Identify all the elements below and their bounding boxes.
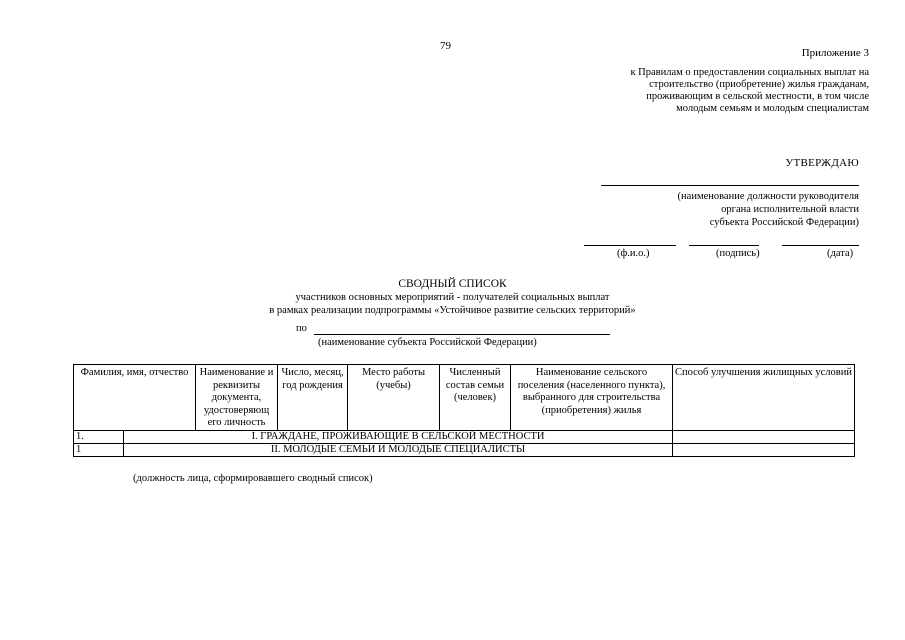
region-line xyxy=(314,334,610,335)
page-number: 79 xyxy=(440,40,451,52)
col-header-settlement: Наименование сельского поселения (населенного пункта), выбранного для строительства (приобретения) жилья xyxy=(511,365,673,431)
document-title: СВОДНЫЙ СПИСОК xyxy=(398,278,507,290)
col-header-family-size: Численный состав семьи (человек) xyxy=(440,365,511,431)
authority-line: (наименование должности руководителя xyxy=(677,191,859,202)
approve-heading: УТВЕРЖДАЮ xyxy=(785,157,859,169)
po-label: по xyxy=(296,323,307,334)
appendix-line: проживающим в сельской местности, в том числе xyxy=(646,91,869,102)
col-header-name: Фамилия, имя, отчество xyxy=(74,365,196,431)
col-header-workplace: Место работы (учебы) xyxy=(348,365,440,431)
section-number: 1 xyxy=(74,443,124,456)
compiler-position-caption: (должность лица, сформировавшего сводный список) xyxy=(133,473,373,484)
table-row xyxy=(74,443,855,456)
authority-line: субъекта Российской Федерации) xyxy=(709,217,859,228)
authority-line: органа исполнительной власти xyxy=(721,204,859,215)
authority-signature-line xyxy=(601,185,859,186)
table-row xyxy=(74,430,855,443)
summary-table xyxy=(73,364,855,457)
signature-label: (подпись) xyxy=(716,248,760,259)
col-header-birthdate: Число, месяц, год рождения xyxy=(278,365,348,431)
section-title: II. МОЛОДЫЕ СЕМЬИ И МОЛОДЫЕ СПЕЦИАЛИСТЫ xyxy=(124,443,673,456)
col-header-document: Наименование и реквизиты документа, удостоверяющ его личность xyxy=(196,365,278,431)
appendix-line: строительство (приобретение) жилья гражданам, xyxy=(649,79,869,90)
empty-cell xyxy=(673,430,855,443)
empty-cell xyxy=(673,443,855,456)
col-header-improvement: Способ улучшения жилищных условий xyxy=(673,365,855,431)
date-label: (дата) xyxy=(827,248,854,259)
signature-line xyxy=(689,245,759,246)
section-title: I. ГРАЖДАНЕ, ПРОЖИВАЮЩИЕ В СЕЛЬСКОЙ МЕСТНОСТИ xyxy=(124,430,673,443)
region-hint: (наименование субъекта Российской Федерации) xyxy=(318,337,537,348)
appendix-title: Приложение 3 xyxy=(801,47,869,59)
fio-line xyxy=(584,245,676,246)
date-line xyxy=(782,245,859,246)
appendix-subtitle xyxy=(539,67,869,115)
authority-caption xyxy=(599,190,859,229)
document-subtitle xyxy=(0,291,905,317)
subtitle-line: в рамках реализации подпрограммы «Устойчивое развитие сельских территорий» xyxy=(269,305,636,316)
table-header-row xyxy=(74,365,855,431)
fio-label: (ф.и.о.) xyxy=(617,248,650,259)
section-number: 1. xyxy=(74,430,124,443)
subtitle-line: участников основных мероприятий - получателей социальных выплат xyxy=(295,292,610,303)
appendix-line: к Правилам о предоставлении социальных выплат на xyxy=(630,67,869,78)
appendix-line: молодым семьям и молодым специалистам xyxy=(676,103,869,114)
